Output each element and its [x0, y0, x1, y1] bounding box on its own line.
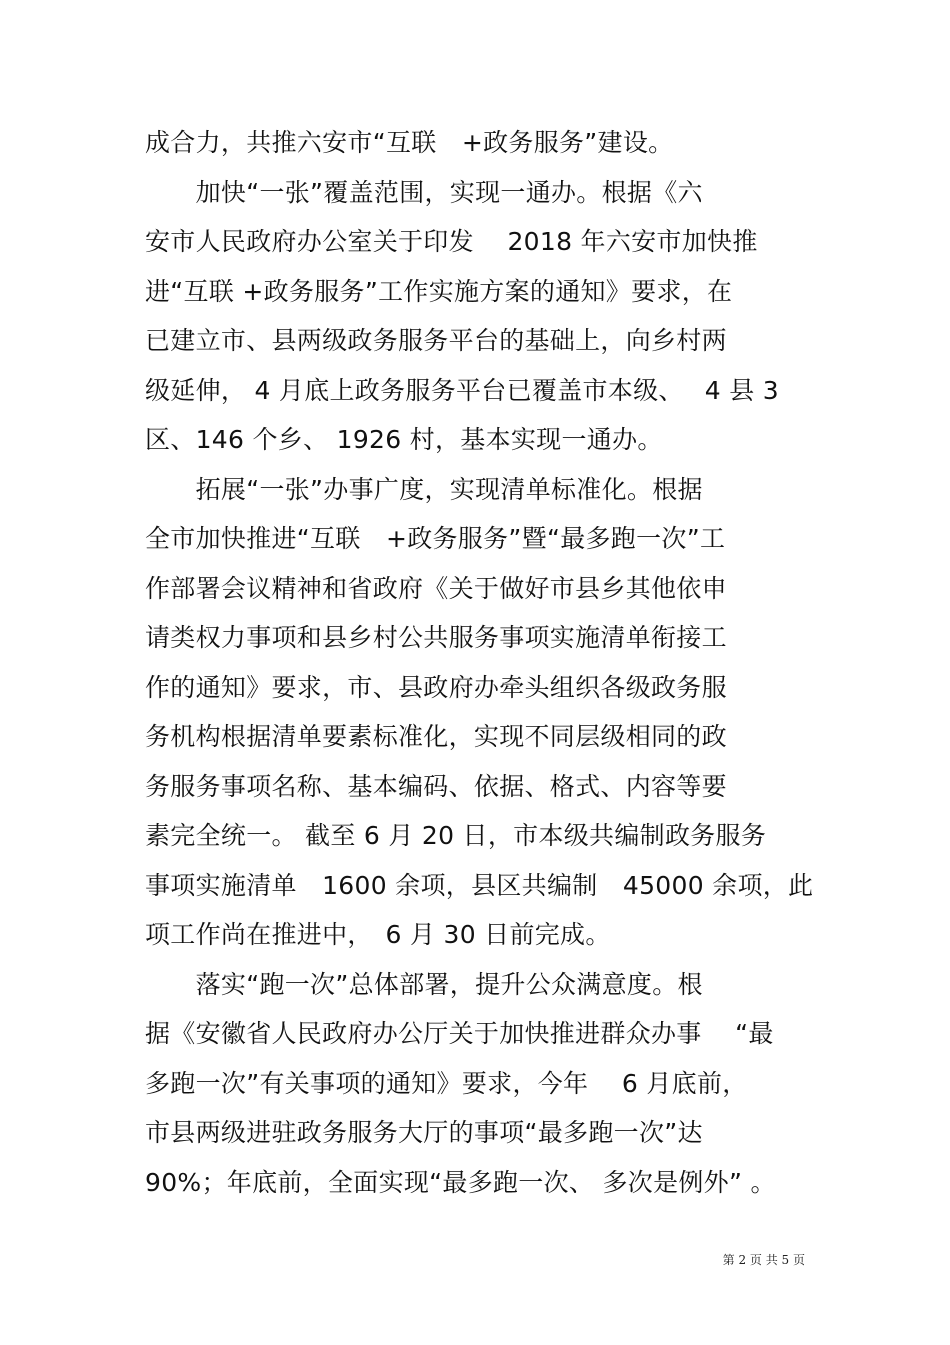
text-line: 市县两级进驻政务服务大厅的事项“最多跑一次”达 — [145, 1118, 703, 1147]
text-line: 进“互联 +政务服务”工作实施方案的通知》要求，在 — [145, 276, 733, 306]
text-line: 事项实施清单 1600 余项，县区共编制 45000 余项，此 — [145, 870, 814, 900]
text-line: 已建立市、县两级政务服务平台的基础上，向乡村两 — [145, 326, 727, 355]
text-line: 落实“跑一次”总体部署，提升公众满意度。根 — [145, 969, 703, 999]
text-line: 级延伸， 4 月底上政务服务平台已覆盖市本级、 4 县 3 — [145, 375, 779, 405]
text-line: 全市加快推进“互联 +政务服务”暨“最多跑一次”工 — [145, 524, 726, 553]
text-line: 作部署会议精神和省政府《关于做好市县乡其他依申 — [145, 573, 727, 603]
text-line: 区、146 个乡、 1926 村，基本实现一通办。 — [145, 425, 663, 454]
text-line: 拓展“一张”办事广度，实现清单标准化。根据 — [145, 474, 703, 504]
text-line: 素完全统一。 截至 6 月 20 日，市本级共编制政务服务 — [145, 821, 767, 850]
text-line: 请类权力事项和县乡村公共服务事项实施清单衔接工 — [145, 623, 727, 652]
text-line: 据《安徽省人民政府办公厅关于加快推进群众办事 “最 — [145, 1019, 774, 1048]
page-number-footer: 第 2 页 共 5 页 — [722, 1253, 805, 1267]
text-line: 安市人民政府办公室关于印发 2018 年六安市加快推 — [145, 227, 758, 256]
text-line: 作的通知》要求，市、县政府办牵头组织各级政务服 — [145, 672, 727, 702]
text-line: 加快“一张”覆盖范围，实现一通办。根据《六 — [145, 177, 703, 207]
text-line: 务机构根据清单要素标准化，实现不同层级相同的政 — [145, 722, 727, 751]
text-line: 务服务事项名称、基本编码、依据、格式、内容等要 — [145, 771, 727, 801]
text-line: 多跑一次”有关事项的通知》要求，今年 6 月底前， — [145, 1068, 748, 1098]
text-line: 项工作尚在推进中， 6 月 30 日前完成。 — [145, 920, 611, 949]
text-line: 90%；年底前，全面实现“最多跑一次、 多次是例外” 。 — [145, 1167, 776, 1197]
body-text — [145, 118, 825, 1207]
text-line: 成合力，共推六安市“互联 +政务服务”建设。 — [145, 128, 674, 157]
